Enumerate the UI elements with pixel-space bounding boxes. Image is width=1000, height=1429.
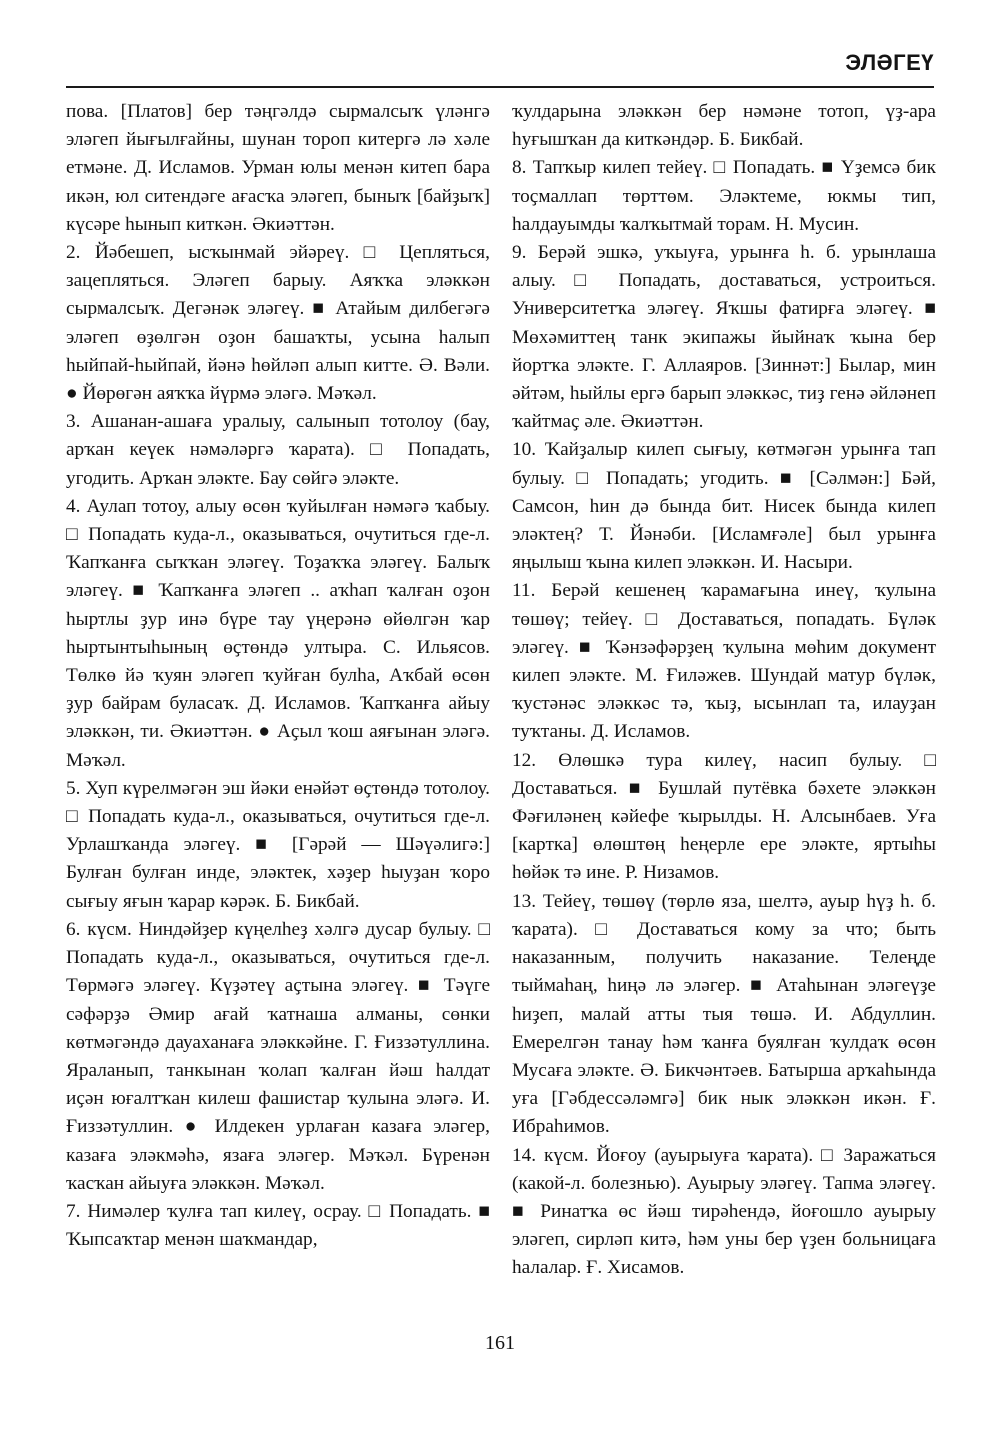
- entry-paragraph: пова. [Платов] бер тәңгәлдә сырмалсыҡ үләнгә эләгеп йығылғайны, шунан тороп китергә лә хәле етмәне. Д. Исламов. Урман юлы менән китеп бара икән, юл ситендәге ағасҡа эләгеп, быныҡ [байҙыҡ] күсәре һынып киткән. Әкиәттән.: [66, 101, 490, 235]
- page-number: 161: [485, 1332, 515, 1354]
- entry-paragraph: 7. Нимәлер ҡулға тап килеү, осрау. □ Попадать. ■ Ҡыпсаҡтар менән шаҡмандар,: [66, 1200, 490, 1251]
- entry-paragraph: 2. Йәбешеп, ысҡынмай эйәреү. □ Цепляться, зацепляться. Эләгеп барыу. Аяҡҡа эләккән сырмалсыҡ. Дегәнәк эләгеү. ■ Атайым дилбегәгә эләгеп өҙөлгән оҙон башаҡты, усына һалып һыйпай-һыйпай, йәнә һөйләп алып китте. Ә. Вәли. ● Йөрөгән аяҡҡа йүрмә эләгә. Мәҡәл.: [66, 242, 490, 405]
- entry-paragraph: 9. Берәй эшкә, уҡыуға, урынға һ. б. урынлаша алыу. □ Попадать, доставаться, устроиться. Университетҡа эләгеү. Яҡшы фатирға эләгеү. ■ Мөхәмиттең танк экипажы йыйнаҡ ҡына бер йортҡа эләкте. Г. Аллаяров. [Зиннәт:] Былар, мин әйтәм, һыйлы ергә барып эләккәс, тиҙ генә әйләнеп ҡайтмаҫ әле. Әкиәттән.: [512, 242, 936, 433]
- running-header-title: ЭЛӘГЕҮ: [845, 50, 934, 75]
- running-header: [66, 50, 934, 88]
- entry-paragraph: 5. Хуп күрелмәгән эш йәки енәйәт өҫтөндә тотолоу. □ Попадать куда-л., оказываться, очутиться где-л. Урлашҡанда эләгеү. ■ [Гәрәй — Шәүәлигә:] Булған булған инде, эләктек, хәҙер һыуҙан ҡоро сығыу яғын ҡарар кәрәк. Б. Бикбай.: [66, 777, 490, 912]
- entry-paragraph: 13. Тейеү, төшөү (төрлө яза, шелтә, ауыр һүҙ һ. б. ҡарата). □ Доставаться кому за что; быть наказанным, получить наказание. Телеңде тыймаһаң, һиңә лә эләгер. ■ Атаһынан эләгеүҙе һиҙеп, малай атты тыя төшә. И. Абдуллин. Емерелгән танау һәм ҡанға буялған ҡулдаҡ өсөн Мусаға эләкте. Ә. Бикчәнтәев. Батырша арҡаһында уға [Гәбдессәләмгә] бик нык эләккән икән. Ғ. Ибраһимов.: [512, 890, 936, 1138]
- entry-paragraph: 4. Аулап тотоу, алыу өсөн ҡуйылған нәмәгә ҡабыу. □ Попадать куда-л., оказываться, очутиться где-л. Ҡапҡанға сыҡҡан эләгеү. Тоҙаҡҡа эләгеү. Балыҡ эләгеү. ■ Ҡапҡанға эләгеп .. аҡһап ҡалған оҙон һыртлы ҙур инә бүре тау үңерәнә өйөлгән ҡар һыртынтыһының өҫтөндә ултыра. С. Ильясов. Төлкө йә ҡуян эләгеп ҡуйған булһа, Аҡбай өсөн ҙур байрам буласаҡ. Д. Исламов. Ҡапҡанға айыу эләккән, ти. Әкиәттән. ● Аҫыл ҡош аяғынан эләгә. Мәҡәл.: [66, 495, 490, 771]
- entry-paragraph: 8. Тапҡыр килеп тейеү. □ Попадать. ■ Үҙемсә бик тоҫмаллап төрттөм. Эләктеме, юкмы тип, һалдауымды ҡалҡытмай торам. Н. Мусин.: [512, 157, 936, 235]
- entry-paragraph: 11. Берәй кешенең ҡарамағына инеү, ҡулына төшөү; тейеү. □ Доставаться, попадать. Бүләк эләгеү. ■ Ҡәнзәфәрҙең ҡулына мөһим документ килеп эләкте. М. Ғиләжев. Шундай матур бүләк, ҡустәнәс эләккәс тә, ҡыҙ, ысынлап та, илауҙан туҡтаны. Д. Исламов.: [512, 580, 936, 743]
- entry-paragraph: 12. Өлөшкә тура килеү, насип булыу. □ Доставаться. ■ Бушлай путёвка бәхете эләккән Фәғиләнең кәйефе ҡырылды. Н. Алсынбаев. Уға [картка] өлөштөң һеңерле ере эләкте, яртыһы һөйәк тә ине. Р. Низамов.: [512, 749, 936, 884]
- left-column: [66, 98, 490, 1254]
- entry-paragraph: ҡулдарына эләккән бер нәмәне тотоп, үҙ-ара һуғышҡан да киткәндәр. Б. Бикбай.: [512, 101, 936, 151]
- entry-paragraph: 3. Ашанан-ашаға уралыу, салынып тотолоу (бау, арҡан кеүек нәмәләргә ҡарата). □ Попадать, угодить. Арҡан эләкте. Бау сөйгә эләкте.: [66, 411, 490, 489]
- entry-paragraph: 10. Ҡайҙалыр килеп сығыу, көтмәгән урынға тап булыу. □ Попадать; угодить. ■ [Сәлмән:] Бәй, Самсон, һин дә бында бит. Нисек бында килеп эләктең? Т. Йәнәби. [Исламғәле] был урынға яңылыш ҡына килеп эләккән. И. Насыри.: [512, 439, 936, 574]
- right-column: [512, 98, 936, 1283]
- entry-paragraph: 6. күсм. Ниндәйҙер күңелһеҙ хәлгә дусар булыу. □ Попадать куда-л., оказываться, очутиться где-л. Төрмәгә эләгеү. Күҙәтеү аҫтына эләгеү. ■ Тәүге сәфәрҙә Әмир ағай ҡатнаша алманы, сөнки көтмәгәндә дауаханаға эләккәйне. Г. Ғиззәтуллина. Яраланып, танкынан ҡолап ҡалған йәш һалдат иҫән юғалтҡан килеш фашистар ҡулына эләгә. И. Ғиззәтуллин. ● Илдекен урлаған казаға эләгер, казаға эләкмәһә, язаға эләгер. Мәҡәл. Бүренән ҡасҡан айыуға эләккән. Мәҡәл.: [66, 918, 490, 1194]
- entry-paragraph: 14. күсм. Йоғоу (ауырыуға ҡарата). □ Заражаться (какой-л. болезнью). Ауырыу эләгеү. Тапма эләгеү. ■ Ринатҡа өс йәш тирәһендә, йоғошло ауырыу эләгеп, сирләп китә, һәм уны бер үҙен больницаға һалалар. Ғ. Хисамов.: [512, 1144, 936, 1279]
